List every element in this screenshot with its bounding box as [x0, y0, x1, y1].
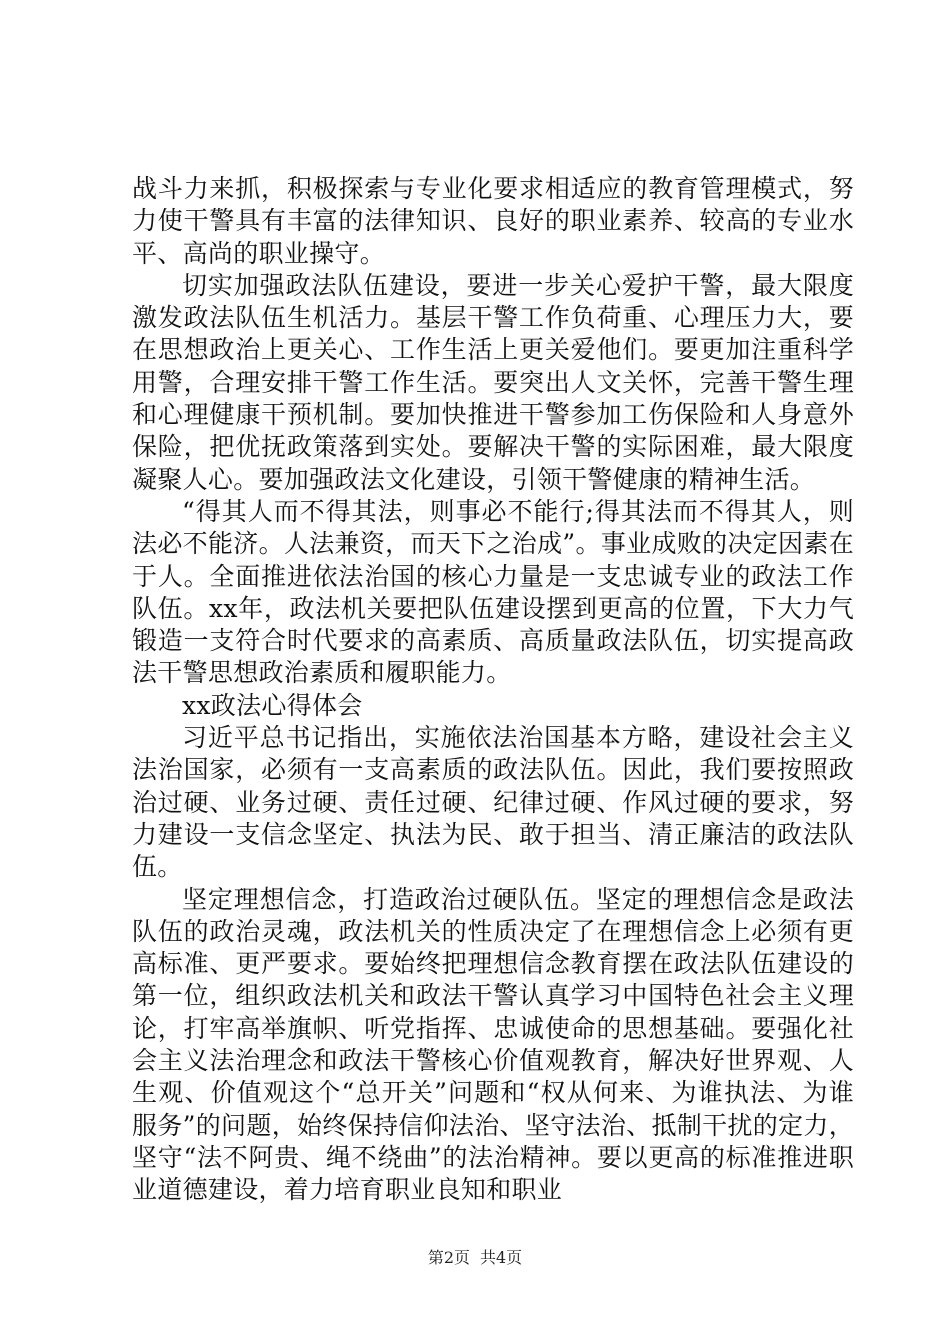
paragraph: “得其人而不得其法，则事必不能行;得其法而不得其人，则法必不能济。人法兼资，而天下之治成”。事业成败的决定因素在于人。全面推进依法治国的核心力量是一支忠诚专业的政法工作队伍。xx年，政法机关要把队伍建设摆到更高的位置，下大力气锻造一支符合时代要求的高素质、高质量政法队伍，切实提高政法干警思想政治素质和履职能力。 — [132, 496, 854, 688]
page-total: 共4页 — [480, 1248, 523, 1267]
section-title: xx政法心得体会 — [182, 690, 363, 720]
paragraph: 习近平总书记指出，实施依法治国基本方略，建设社会主义法治国家，必须有一支高素质的政法队伍。因此，我们要按照政治过硬、业务过硬、责任过硬、纪律过硬、作风过硬的要求，努力建设一支信念坚定、执法为民、敢于担当、清正廉洁的政法队伍。 — [132, 723, 854, 882]
page-footer — [0, 1245, 950, 1268]
paragraph: 坚定理想信念，打造政治过硬队伍。坚定的理想信念是政法队伍的政治灵魂，政法机关的性质决定了在理想信念上必须有更高标准、更严要求。要始终把理想信念教育摆在政法队伍建设的第一位，组织政法机关和政法干警认真学习中国特色社会主义理论，打牢高举旗帜、听党指挥、忠诚使命的思想基础。要强化社会主义法治理念和政法干警核心价值观教育，解决好世界观、人生观、价值观这个“总开关”问题和“权从何来、为谁执法、为谁服务”的问题，始终保持信仰法治、坚守法治、抵制干扰的定力，坚守“法不阿贵、绳不绕曲”的法治精神。要以更高的标准推进职业道德建设，着力培育职业良知和职业 — [132, 884, 854, 1205]
paragraph-continued: 战斗力来抓，积极探索与专业化要求相适应的教育管理模式，努力使干警具有丰富的法律知识、良好的职业素养、较高的专业水平、高尚的职业操守。 — [132, 174, 854, 268]
document-body — [132, 173, 854, 1207]
page-number: 第2页 — [427, 1248, 470, 1267]
paragraph: 切实加强政法队伍建设，要进一步关心爱护干警，最大限度激发政法队伍生机活力。基层干警工作负荷重、心理压力大，要在思想政治上更关心、工作生活上更关爱他们。要更加注重科学用警，合理安排干警工作生活。要突出人文关怀，完善干警生理和心理健康干预机制。要加快推进干警参加工伤保险和人身意外保险，把优抚政策落到实处。要解决干警的实际困难，最大限度凝聚人心。要加强政法文化建设，引领干警健康的精神生活。 — [132, 270, 854, 494]
